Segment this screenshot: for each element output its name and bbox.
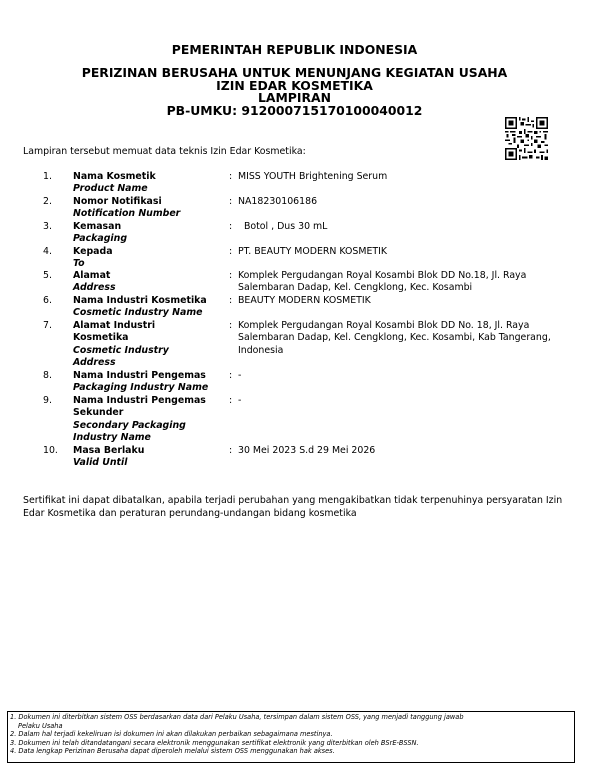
item-value: NA18230106186 <box>238 196 318 207</box>
item-value: 30 Mei 2023 S.d 29 Mei 2026 <box>238 445 376 456</box>
item-number: 10. <box>43 445 58 456</box>
label-indonesian: Kepada <box>73 246 113 257</box>
item-value: PT. BEAUTY MODERN KOSMETIK <box>238 246 388 257</box>
label-english: Cosmetic Industry Name <box>73 307 203 319</box>
item-label <box>73 445 223 470</box>
item-number: 1. <box>43 171 52 182</box>
item-colon: : <box>229 370 233 381</box>
cancellation-note: Sertifikat ini dapat dibatalkan, apabila terjadi perubahan yang mengakibatkan tidak terpenuhinya persyaratan Izin Edar Kosmetika dan peraturan perundang-undangan bidang kosmetika <box>23 495 563 519</box>
item-value: - <box>238 370 242 381</box>
footer-note-1-continued: Pelaku Usaha <box>18 721 63 730</box>
label-english: Valid Until <box>73 457 128 469</box>
item-colon: : <box>229 221 233 232</box>
label-english: Notification Number <box>73 208 181 220</box>
item-label <box>73 196 223 221</box>
item-colon: : <box>229 320 233 331</box>
intro-text: Lampiran tersebut memuat data teknis Izin Edar Kosmetika: <box>23 146 306 157</box>
footer-note-1: 1. Dokumen ini diterbitkan sistem OSS berdasarkan data dari Pelaku Usaha, tersimpan dalam sistem OSS, yang menjadi tanggung jawab <box>10 713 464 721</box>
pb-umku-number: PB-UMKU: 912000715170100040012 <box>166 102 423 118</box>
label-english: Secondary Packaging Industry Name <box>73 419 186 444</box>
title-line-cosmetic: IZIN EDAR KOSMETIKA <box>216 77 373 93</box>
label-indonesian: Masa Berlaku <box>73 445 145 456</box>
item-label <box>73 270 223 295</box>
footer-notes-box <box>7 711 575 763</box>
item-colon: : <box>229 395 233 406</box>
label-indonesian: Nama Industri Kosmetika <box>73 295 207 306</box>
item-value: BEAUTY MODERN KOSMETIK <box>238 295 371 306</box>
item-label <box>73 295 223 320</box>
qr-code-icon <box>505 117 548 160</box>
title-line-appendix: LAMPIRAN <box>257 90 331 106</box>
item-number: 6. <box>43 295 52 306</box>
footer-note-3: 3. Dokumen ini telah ditandatangani secara elektronik menggunakan sertifikat elektronik yang diterbitkan oleh BSrE-BSSN. <box>10 738 419 747</box>
item-colon: : <box>229 171 233 182</box>
label-indonesian: Nama Industri Pengemas <box>73 370 206 381</box>
footer-note-4: 4. Data lengkap Perizinan Berusaha dapat diperoleh melalui sistem OSS menggunakan hak akses. <box>10 747 335 756</box>
item-number: 7. <box>43 320 52 331</box>
label-english: Cosmetic Industry Address <box>73 344 169 369</box>
label-indonesian: Nama Kosmetik <box>73 171 156 182</box>
item-colon: : <box>229 270 233 281</box>
label-indonesian: Alamat <box>73 270 111 281</box>
item-value: MISS YOUTH Brightening Serum <box>238 171 388 182</box>
item-value: Komplek Pergudangan Royal Kosambi Blok DD No. 18, Jl. Raya Salembaran Dadap, Kel. Cengklong, Kec. Kosambi, Kab Tangerang, Indonesia <box>238 320 551 356</box>
item-number: 2. <box>43 196 52 207</box>
item-value: Botol , Dus 30 mL <box>238 221 328 232</box>
label-indonesian: Nomor Notifikasi <box>73 196 162 207</box>
item-label <box>73 370 223 395</box>
item-colon: : <box>229 295 233 306</box>
item-number: 8. <box>43 370 52 381</box>
item-colon: : <box>229 246 233 257</box>
item-label <box>73 246 223 271</box>
label-english: Product Name <box>73 183 148 195</box>
item-label <box>73 395 223 445</box>
item-colon: : <box>229 196 233 207</box>
item-number: 5. <box>43 270 52 281</box>
label-english: Packaging <box>73 233 128 245</box>
government-heading: PEMERINTAH REPUBLIK INDONESIA <box>171 42 418 57</box>
document-title <box>0 67 589 117</box>
item-number: 3. <box>43 221 52 232</box>
title-line-permit: PERIZINAN BERUSAHA UNTUK MENUNJANG KEGIATAN USAHA <box>81 65 508 80</box>
item-number: 9. <box>43 395 52 406</box>
item-colon: : <box>229 445 233 456</box>
label-indonesian: Nama Industri Pengemas Sekunder <box>73 395 206 419</box>
label-english: Address <box>73 282 116 294</box>
label-english: To <box>73 258 85 270</box>
item-value: - <box>238 395 242 406</box>
label-english: Packaging Industry Name <box>73 382 209 394</box>
footer-note-2: 2. Dalam hal terjadi kekeliruan isi dokumen ini akan dilakukan perbaikan sebagaimana mestinya. <box>10 730 333 739</box>
item-number: 4. <box>43 246 52 257</box>
item-value: Komplek Pergudangan Royal Kosambi Blok DD No.18, Jl. Raya Salembaran Dadap, Kel. Cengklong, Kec. Kosambi <box>238 270 527 294</box>
label-indonesian: Kemasan <box>73 221 122 232</box>
label-indonesian: Alamat Industri Kosmetika <box>73 320 156 344</box>
item-label <box>73 320 188 370</box>
item-label <box>73 221 223 246</box>
item-label <box>73 171 223 196</box>
